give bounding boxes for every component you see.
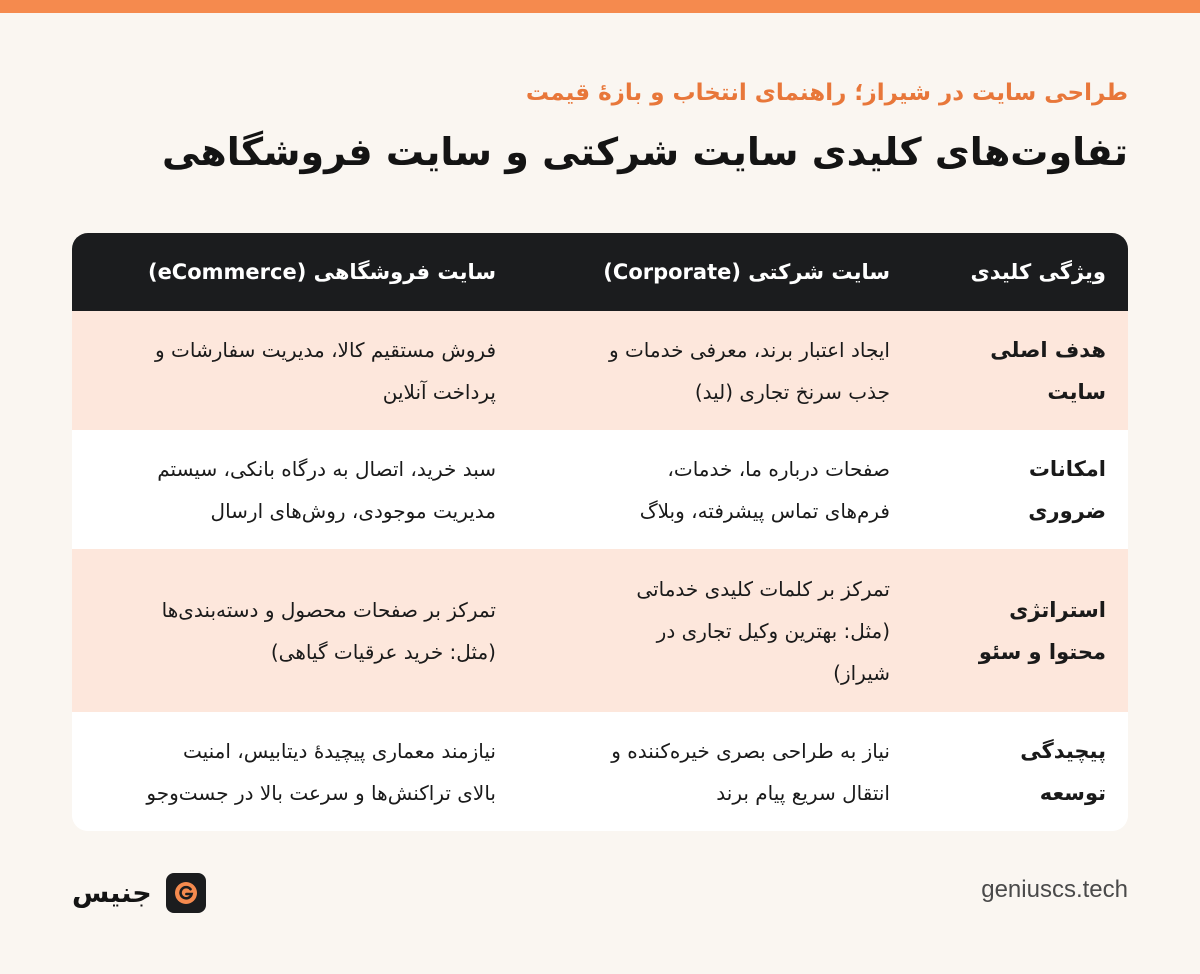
cell-line: تمرکز بر صفحات محصول و دسته‌بندی‌ها [161,597,496,622]
cell-line: بالای تراکنش‌ها و سرعت بالا در جست‌وجو [146,780,496,805]
table-row [72,712,1128,831]
cell-line: شیراز) [833,660,890,685]
corporate-cell [518,730,912,814]
brand-name: جنیس [72,877,152,909]
column-header-corporate: سایت شرکتی (Corporate) [603,260,890,284]
table-row [72,311,1128,430]
corporate-cell [518,329,912,413]
cell-line: سایت [1047,379,1106,404]
website-link[interactable]: geniuscs.tech [981,876,1128,903]
cell-line: (مثل: بهترین وکیل تجاری در [656,618,890,643]
cell-line: هدف اصلی [990,337,1106,362]
page-subtitle: طراحی سایت در شیراز؛ راهنمای انتخاب و بازهٔ قیمت [525,80,1128,106]
feature-cell [912,730,1128,814]
feature-cell [912,329,1128,413]
cell-line: نیازمند معماری پیچیدهٔ دیتابیس، امنیت [182,738,496,763]
cell-line: توسعه [1039,780,1106,805]
cell-line: مدیریت موجودی، روش‌های ارسال [210,498,496,523]
corporate-cell [518,448,912,532]
page-title: تفاوت‌های کلیدی سایت شرکتی و سایت فروشگاهی [161,130,1128,174]
ecommerce-cell [72,730,518,814]
table-row [72,430,1128,549]
table-row [72,549,1128,712]
cell-line: فرم‌های تماس پیشرفته، وبلاگ [639,498,890,523]
cell-line: پرداخت آنلاین [382,379,496,404]
cell-line: جذب سرنخ تجاری (لید) [694,379,890,404]
column-header-feature: ویژگی کلیدی [970,260,1106,284]
cell-line: سبد خرید، اتصال به درگاه بانکی، سیستم [157,456,496,481]
cell-line: فروش مستقیم کالا، مدیریت سفارشات و [155,337,496,362]
ecommerce-cell [72,589,518,673]
cell-line: انتقال سریع پیام برند [716,780,890,805]
cell-line: صفحات درباره ما، خدمات، [667,456,890,481]
cell-line: ایجاد اعتبار برند، معرفی خدمات و [608,337,890,362]
ecommerce-cell [72,448,518,532]
cell-line: ضروری [1028,498,1106,523]
brand-logo[interactable] [72,871,206,915]
corporate-cell [518,568,912,694]
feature-cell [912,589,1128,673]
feature-cell [912,448,1128,532]
cell-line: پیچیدگی [1020,738,1106,763]
top-accent-bar [0,0,1200,13]
g-logo-icon [166,873,206,913]
cell-line: محتوا و سئو [978,639,1106,664]
cell-line: (مثل: خرید عرقیات گیاهی) [270,639,496,664]
ecommerce-cell [72,329,518,413]
table-header-row [72,233,1128,311]
cell-line: امکانات [1028,456,1106,481]
cell-line: تمرکز بر کلمات کلیدی خدماتی [636,576,890,601]
cell-line: نیاز به طراحی بصری خیره‌کننده و [611,738,890,763]
cell-line: استراتژی [1009,597,1106,622]
column-header-ecommerce: سایت فروشگاهی (eCommerce) [147,260,496,284]
comparison-table [72,233,1128,831]
